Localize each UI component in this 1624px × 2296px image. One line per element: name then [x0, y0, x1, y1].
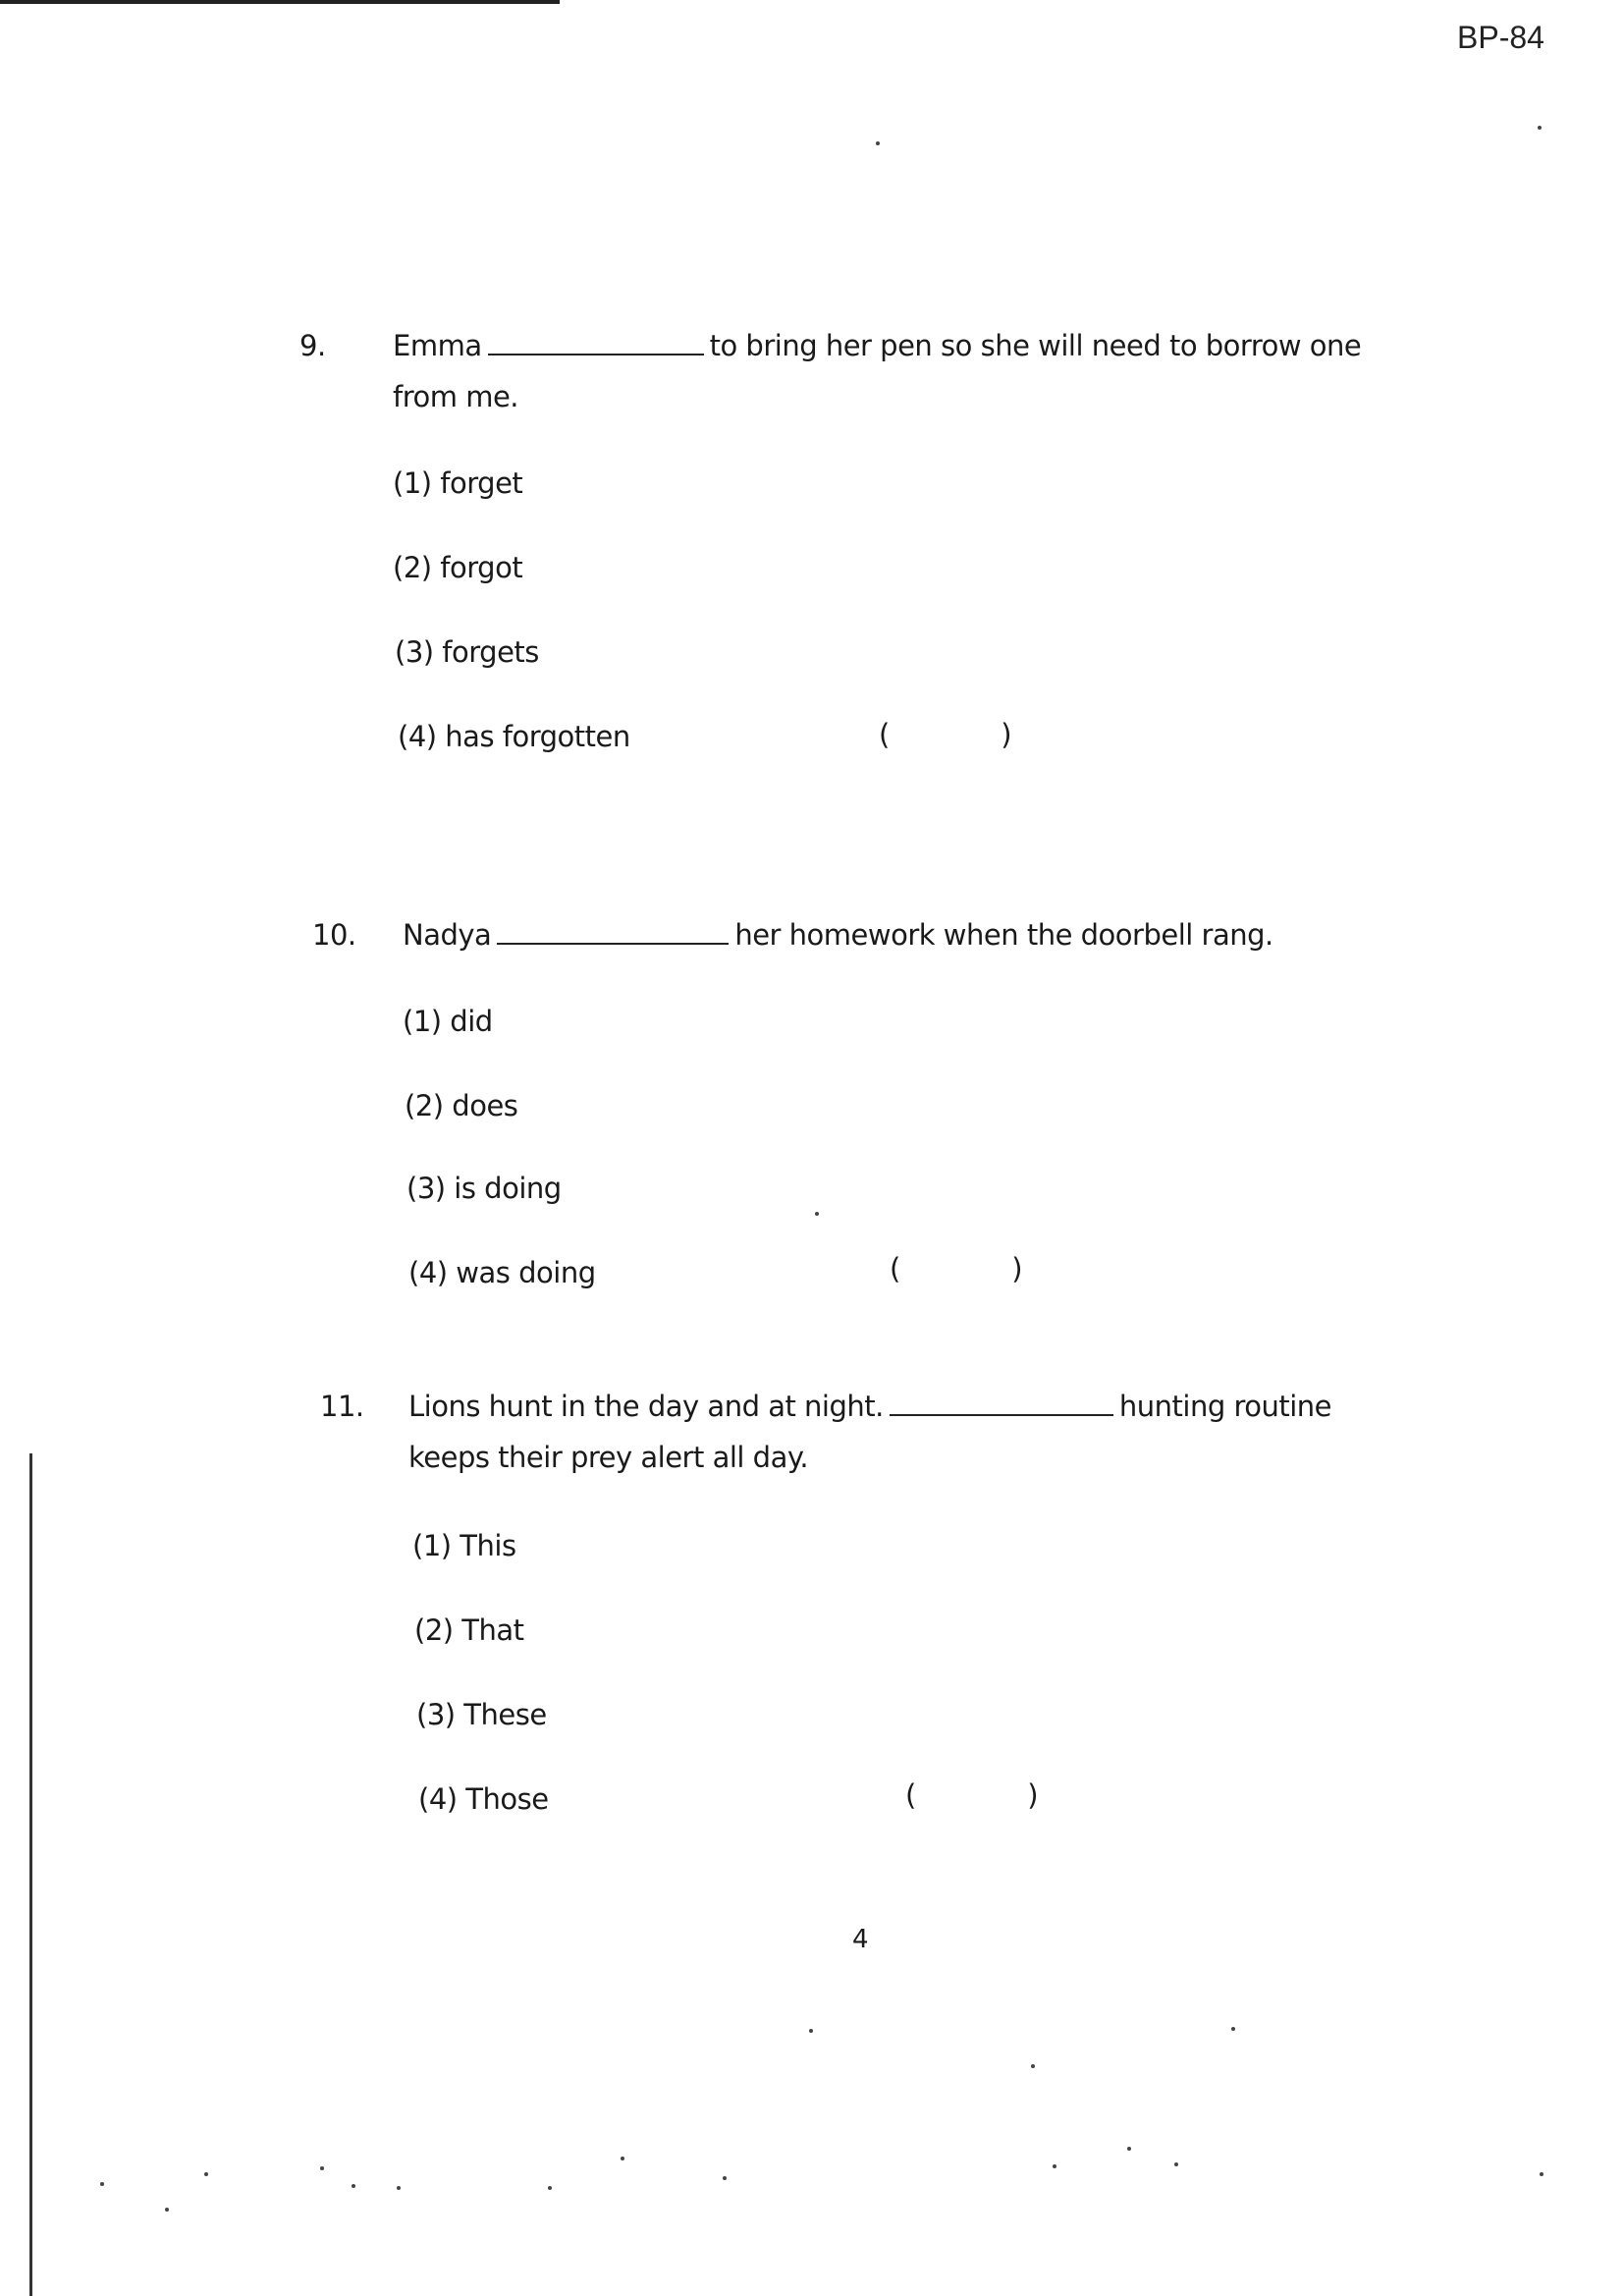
question-number: 11.: [320, 1390, 364, 1423]
question-text-before-blank: Lions hunt in the day and at night.: [408, 1390, 884, 1423]
question-text-after-blank: hunting routine: [1118, 1390, 1332, 1423]
bracket-close: ): [1001, 718, 1012, 751]
answer-blank: [488, 326, 704, 355]
scan-speck: [1053, 2164, 1056, 2168]
option-1: (1) This: [412, 1529, 516, 1562]
scan-speck: [723, 2176, 727, 2180]
answer-box: [879, 709, 1011, 760]
option-1: (1) forget: [393, 466, 523, 500]
bracket-open: (: [890, 1252, 900, 1285]
answer-blank: [497, 915, 729, 945]
scan-speck: [1127, 2147, 1131, 2151]
scan-speck: [165, 2208, 169, 2212]
question-number: 10.: [312, 918, 356, 952]
scan-speck: [621, 2157, 624, 2160]
answer-blank: [890, 1387, 1113, 1416]
option-2: (2) forgot: [393, 551, 523, 584]
scan-speck: [1538, 126, 1542, 130]
scan-speck: [548, 2186, 552, 2190]
answer-box: [890, 1243, 1022, 1294]
scan-speck: [352, 2184, 355, 2188]
question-text-after-blank: her homework when the doorbell rang.: [734, 918, 1273, 952]
question-9: [299, 320, 1478, 772]
option-4: (4) Those: [418, 1782, 549, 1816]
option-3: (3) forgets: [395, 635, 539, 669]
paper-code: BP-84: [1457, 20, 1544, 55]
option-2: (2) does: [405, 1089, 518, 1122]
question-text-line-1: [408, 1381, 1331, 1432]
bracket-open: (: [879, 718, 890, 751]
question-10: [312, 909, 1490, 1302]
question-text-before-blank: Nadya: [403, 918, 492, 952]
bracket-open: (: [905, 1778, 916, 1812]
bracket-close: ): [1011, 1252, 1023, 1285]
question-text-before-blank: Emma: [393, 329, 482, 362]
question-number: 9.: [299, 329, 326, 362]
question-text-line-2: keeps their prey alert all day.: [408, 1441, 809, 1474]
question-text-line-1: [393, 320, 1361, 371]
scan-speck: [815, 1212, 819, 1216]
scan-speck: [1031, 2064, 1035, 2068]
option-3: (3) These: [416, 1698, 547, 1731]
option-3: (3) is doing: [406, 1172, 562, 1205]
option-1: (1) did: [403, 1005, 493, 1038]
left-margin-line: [29, 1453, 32, 2296]
option-4: (4) has forgotten: [398, 720, 630, 753]
scan-speck: [876, 141, 880, 145]
scan-speck: [397, 2186, 401, 2190]
scan-speck: [809, 2029, 813, 2033]
scan-speck: [1540, 2172, 1543, 2176]
page-number: 4: [852, 1925, 869, 1954]
top-border-line: [0, 0, 560, 4]
option-2: (2) That: [414, 1613, 524, 1647]
scan-speck: [204, 2172, 208, 2176]
answer-box: [905, 1770, 1038, 1821]
option-4: (4) was doing: [408, 1256, 596, 1289]
question-11: [320, 1381, 1498, 1832]
scan-speck: [100, 2182, 104, 2186]
scan-speck: [1174, 2162, 1178, 2166]
question-text-line-1: [403, 909, 1273, 960]
question-text-after-blank: to bring her pen so she will need to borrow one: [709, 329, 1362, 362]
bracket-close: ): [1027, 1778, 1039, 1812]
question-text-line-2: from me.: [393, 380, 519, 413]
scan-speck: [1231, 2027, 1235, 2031]
scan-speck: [320, 2166, 324, 2170]
